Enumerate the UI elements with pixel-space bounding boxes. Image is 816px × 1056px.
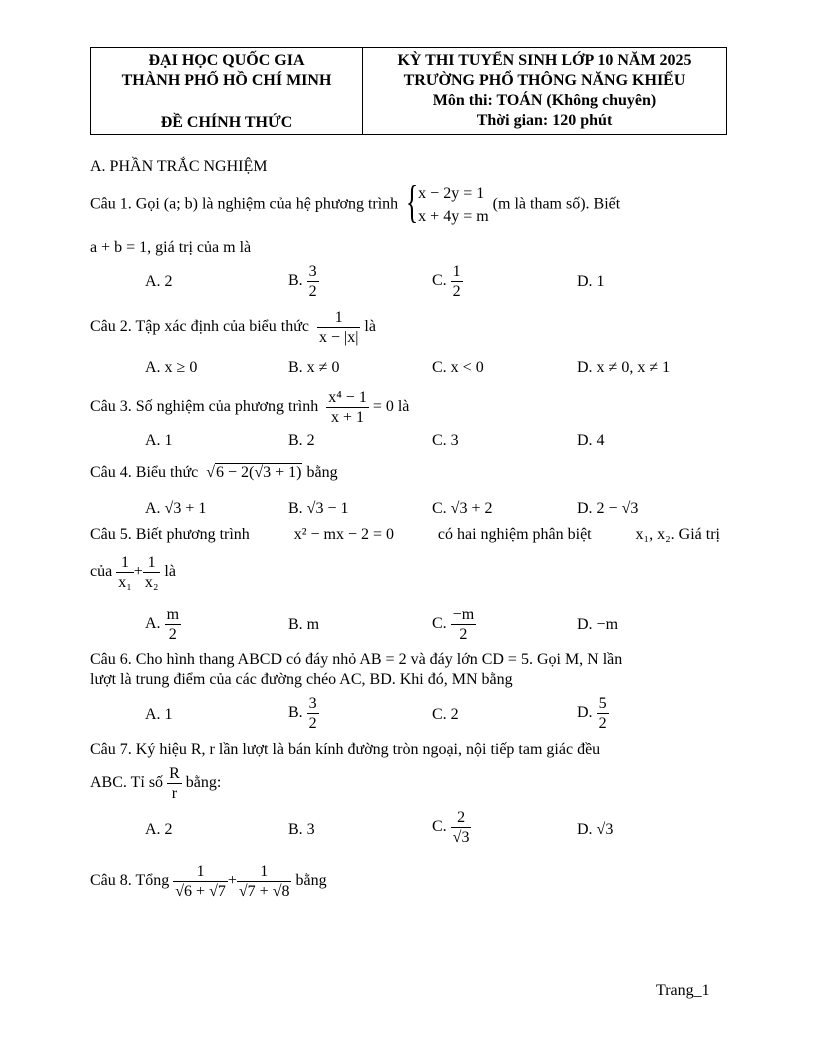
q8-fraction-2: $\frac{1}{√7 + √8}$ bbox=[238, 863, 290, 900]
q5-stem-a: Câu 5. Biết phương trình bbox=[90, 526, 250, 543]
q1-eq1: x − 2y = 1 bbox=[418, 185, 485, 202]
q2-stem-b: là bbox=[364, 318, 376, 336]
q4-stem-a: Câu 4. Biểu thức bbox=[90, 464, 199, 481]
q1-option-b: B. $\frac{3}{2}$ bbox=[288, 263, 317, 300]
q8-stem: Câu 8. Tổng $\frac{1}{√6 + √7}$ + $\frac{1}{√7 + √8}$ bằng bbox=[90, 863, 327, 900]
q3-eq-tail: = 0 bbox=[372, 398, 394, 416]
q8-stem-b: bằng bbox=[295, 872, 327, 890]
q5-stem-e: là bbox=[164, 563, 176, 581]
q2-option-a: A. x ≥ 0 bbox=[145, 359, 198, 376]
q3-option-b: B. 2 bbox=[288, 432, 315, 449]
q7-stem-a: Câu 7. Ký hiệu R, r lần lượt là bán kính đường tròn ngoại, nội tiếp tam giác đều bbox=[90, 741, 601, 758]
q6-stem-a: Câu 6. Cho hình thang ABCD có đáy nhỏ AB = 2 và đáy lớn CD = 5. Gọi M, N lần bbox=[90, 651, 623, 668]
q1-stem-c: a + b = 1, giá trị của m là bbox=[90, 239, 252, 256]
header-box bbox=[90, 47, 727, 135]
q7-stem-line2 bbox=[90, 764, 221, 803]
q2-option-c: C. x < 0 bbox=[432, 359, 484, 376]
q7-stem-b: ABC. Tỉ số bbox=[90, 774, 164, 792]
city-name: THÀNH PHỐ HỒ CHÍ MINH bbox=[121, 72, 332, 89]
q3-fraction: $\frac{\text{x⁴ − 1}}{x + 1}$ bbox=[328, 389, 367, 426]
q5-stem bbox=[90, 525, 720, 545]
q6-option-b: B. $\frac{3}{2}$ bbox=[288, 695, 317, 732]
q4-stem bbox=[90, 463, 338, 483]
q5-fraction-2: $\frac{1}{\text{x₂}}$ bbox=[144, 554, 159, 591]
q2-option-d: D. x ≠ 0, x ≠ 1 bbox=[577, 359, 671, 376]
q1-option-d: D. 1 bbox=[577, 273, 605, 290]
q7-fraction: $\frac{R}{r}$ bbox=[169, 765, 180, 802]
q1-stem-a: Câu 1. Gọi (a; b) là nghiệm của hệ phương trình bbox=[90, 195, 399, 213]
q7-option-b: B. 3 bbox=[288, 821, 315, 838]
q4-stem-b: bằng bbox=[306, 464, 338, 481]
q5-stem-b: có hai nghiệm phân biệt bbox=[437, 526, 592, 543]
q5-option-d: D. −m bbox=[577, 616, 619, 633]
section-title: A. PHẦN TRẮC NGHIỆM bbox=[90, 158, 268, 175]
q6-option-d: D. $\frac{5}{2}$ bbox=[577, 695, 607, 732]
q5-stem-line2: của $\frac{1}{\text{x₁}}$ + $\frac{1}{\text{x₂}}$ là bbox=[90, 554, 176, 591]
q3-stem bbox=[90, 388, 409, 427]
q5-stem-c: . Giá trị bbox=[670, 526, 720, 543]
q1-system bbox=[406, 176, 489, 228]
q7-option-d: D. √3 bbox=[577, 821, 614, 838]
q3-option-c: C. 3 bbox=[432, 432, 459, 449]
brace-icon: { bbox=[406, 176, 419, 227]
school-name: TRƯỜNG PHỔ THÔNG NĂNG KHIẾU bbox=[403, 72, 686, 89]
q3-stem-a: Câu 3. Số nghiệm của phương trình bbox=[90, 398, 319, 416]
q7-stem-c: bằng: bbox=[185, 774, 222, 792]
q2-stem-a: Câu 2. Tập xác định của biểu thức bbox=[90, 318, 309, 336]
q8-stem-a: Câu 8. Tổng bbox=[90, 872, 170, 890]
q1-stem bbox=[90, 176, 621, 228]
q1-option-a: A. 2 bbox=[145, 273, 173, 290]
q6-option-a: A. 1 bbox=[145, 706, 173, 723]
q4-radical: √6 − 2(√3 + 1) bbox=[206, 464, 302, 481]
q4-option-c: C. √3 + 2 bbox=[432, 500, 493, 517]
q5-option-b: B. m bbox=[288, 616, 320, 633]
university-name: ĐẠI HỌC QUỐC GIA bbox=[148, 52, 305, 69]
exam-title: KỲ THI TUYỂN SINH LỚP 10 NĂM 2025 bbox=[397, 52, 692, 69]
q6-option-c: C. 2 bbox=[432, 706, 459, 723]
official-label: ĐỀ CHÍNH THỨC bbox=[160, 114, 293, 131]
q1-stem-b: (m là tham số). Biết bbox=[492, 195, 621, 213]
duration: Thời gian: 120 phút bbox=[476, 112, 613, 129]
q2-stem bbox=[90, 308, 376, 347]
q4-option-a: A. √3 + 1 bbox=[145, 500, 207, 517]
q7-option-a: A. 2 bbox=[145, 821, 173, 838]
q4-option-d: D. 2 − √3 bbox=[577, 500, 639, 517]
q3-option-d: D. 4 bbox=[577, 432, 605, 449]
page-number: Trang_1 bbox=[656, 982, 710, 999]
q5-equation: x² − mx − 2 = 0 bbox=[293, 526, 394, 543]
q5-stem-d: của bbox=[90, 563, 113, 581]
q5-option-c: C. $\frac{-m}{2}$ bbox=[432, 606, 475, 643]
q6-stem-b: lượt là trung điểm của các đường chéo AC, BD. Khi đó, MN bằng bbox=[90, 671, 513, 688]
header-right bbox=[363, 48, 726, 134]
q3-option-a: A. 1 bbox=[145, 432, 173, 449]
q7-option-c: C. $\frac{2}{√3}$ bbox=[432, 809, 470, 846]
q1-option-c: C. $\frac{1}{2}$ bbox=[432, 263, 461, 300]
q3-stem-b: là bbox=[397, 398, 410, 416]
q5-option-a: A. $\frac{m}{2}$ bbox=[145, 606, 180, 643]
q8-fraction-1: $\frac{1}{√6 + √7}$ bbox=[175, 863, 226, 900]
q5-roots: x₁, x₂ bbox=[635, 526, 671, 543]
q2-option-b: B. x ≠ 0 bbox=[288, 359, 340, 376]
q1-eq2: x + 4y = m bbox=[418, 208, 489, 225]
subject: Môn thi: TOÁN (Không chuyên) bbox=[432, 92, 657, 109]
header-left bbox=[91, 48, 363, 134]
q5-fraction-1: $\frac{1}{\text{x₁}}$ bbox=[118, 554, 132, 591]
q2-fraction: $\frac{1}{x - |x|}$ bbox=[318, 309, 359, 346]
q4-option-b: B. √3 − 1 bbox=[288, 500, 349, 517]
